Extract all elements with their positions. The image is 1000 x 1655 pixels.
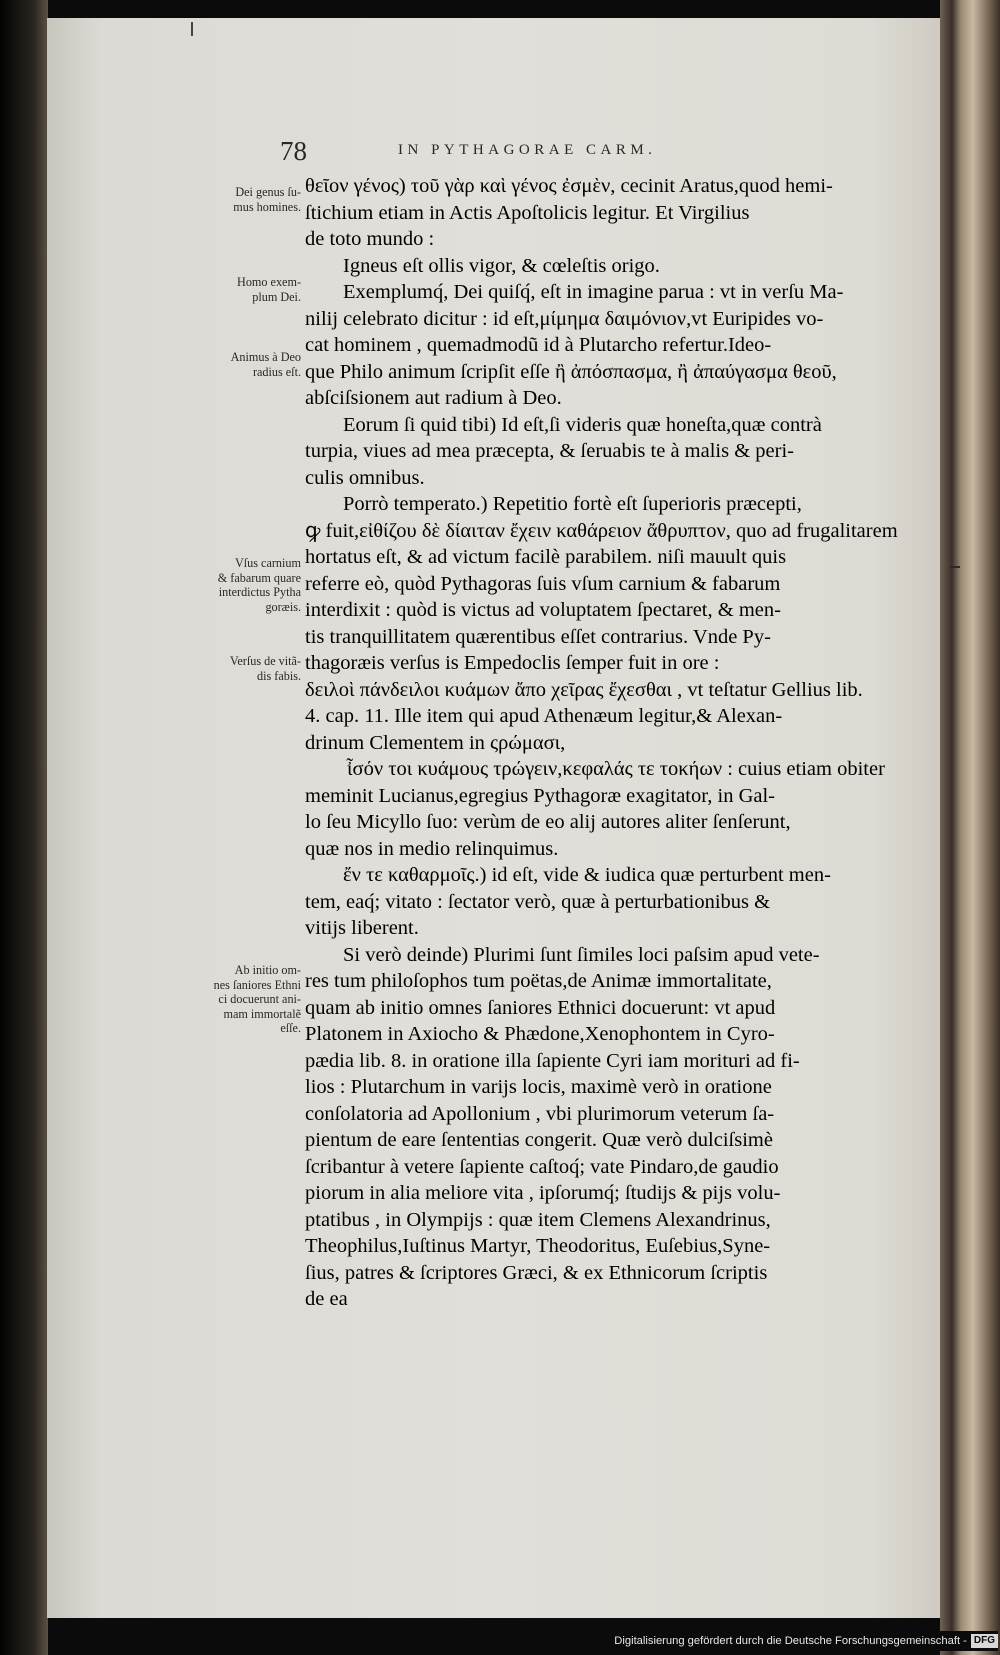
text-line: Theophilus,Iuſtinus Martyr, Theodoritus, Euſebius,Syne- [305, 1235, 771, 1257]
text-line: hortatus eſt, & ad victum facilè parabilem. niſi mauult quis [305, 546, 787, 568]
text-line: δειλοὶ πάνδειλοι κυάμων ἄπο χεῖρας ἔχεσθαι , vt teſtatur Gellius lib. [305, 678, 863, 701]
text-line: θεῖον γένος) τοῦ γὰρ καὶ γένος ἐσμὲν, cecinit Aratus,quod hemi- [305, 175, 833, 197]
text-line: de ea [305, 1288, 348, 1310]
margin-note-line: & fabarum quare [217, 570, 301, 585]
text-line: ſius, patres & ſcriptores Græci, & ex Ethnicorum ſcriptis [305, 1261, 768, 1284]
margin-note-line: Dei genus ſu- [235, 185, 301, 199]
text-line: interdixit : quòd is victus ad voluptatem ſpectaret, & men- [305, 599, 781, 621]
page-mark [191, 22, 193, 36]
margin-note [150, 275, 305, 304]
text-line: 4. cap. 11. Ille item qui apud Athenæum legitur,& Alexan- [305, 705, 783, 727]
page-number: 78 [280, 136, 307, 166]
margin-note-line: radius eſt. [252, 364, 301, 379]
margin-note [150, 350, 305, 379]
text-line: lo ſeu Micyllo ſuo: verùm de eo alij autores aliter ſenſerunt, [305, 811, 791, 833]
text-line: ptatibus , in Olympijs : quæ item Clemens Alexandrinus, [305, 1208, 771, 1231]
text-line: turpia, viues ad mea præcepta, & ſeruabis te à malis & peri- [305, 440, 794, 462]
digitization-footer [560, 1631, 998, 1651]
text-line: Eorum ſi quid tibi) Id eſt,ſi videris quæ honeſta,quæ contrà [343, 413, 822, 436]
running-head-title: IN PYTHAGORAE CARM. [398, 142, 657, 158]
text-line: de toto mundo : [305, 228, 435, 250]
text-line: ἔν τε καθαρμοῖς.) id eſt, vide & iudica quæ perturbent men- [343, 864, 831, 886]
margin-note [150, 963, 305, 1036]
margin-note [150, 185, 305, 214]
text-line: culis omnibus. [305, 466, 425, 489]
margin-note [150, 654, 305, 683]
main-text-block [305, 173, 898, 1313]
text-line: ἶσόν τοι κυάμους τρώγειν,κεφαλάς τε τοκήων : cuius etiam obiter [347, 758, 885, 780]
text-line: ſtichium etiam in Actis Apoſtolicis legitur. Et Virgilius [305, 201, 750, 224]
text-line: Platonem in Axiocho & Phædone,Xenophontem in Cyro- [305, 1023, 775, 1045]
margin-note-line: Ab initio om- [234, 963, 301, 977]
text-line: tem, eaq́; vitato : ſectator verò, quæ à perturbationibus & [305, 890, 771, 913]
margin-note-line: Homo exem- [237, 275, 301, 289]
text-line: conſolatoria ad Apollonium , vbi plurimorum veterum ſa- [305, 1102, 775, 1125]
margin-note-line: Vſus carnium [234, 556, 301, 570]
text-line: drinum Clementem in ςρώμασι, [305, 731, 566, 754]
margin-note-line: interdictus Pytha [218, 585, 301, 600]
text-line: nilij celebrato dicitur : id eſt,μίμημα δαιμόνιον,vt Euripides vo- [305, 307, 824, 330]
margin-note [150, 556, 305, 614]
text-line: res tum philoſophos tum poëtas,de Animæ immortalitate, [305, 970, 772, 992]
text-line: ſcribantur à vetere ſapiente caſtoq́; vate Pindaro,de gaudio [305, 1155, 779, 1178]
margin-note-line: goræis. [265, 599, 301, 614]
text-line: Porrò temperato.) Repetitio fortè eſt ſuperioris præcepti, [343, 493, 802, 515]
text-line: pientum de eare ſententias congerit. Quæ verò dulciſsimè [305, 1129, 773, 1151]
text-line: Igneus eſt ollis vigor, & cœleſtis origo. [343, 254, 660, 277]
margin-note-line: Verſus de vitã- [229, 654, 301, 668]
running-head [280, 136, 880, 172]
margin-note-line: nes ſaniores Ethni [213, 977, 301, 992]
text-line: que Philo animum ſcripſit eſſe ἢ ἀπόσπασμα, ἢ ἀπαύγασμα θεοῦ, [305, 360, 837, 383]
margin-note-line: ci docuerunt ani- [218, 992, 301, 1007]
text-line: lios : Plutarchum in varijs locis, maximè verò in oratione [305, 1076, 772, 1098]
text-line: quam ab initio omnes ſaniores Ethnici docuerunt: vt apud [305, 996, 776, 1019]
text-line: ꝙ fuit,εἰθίζου δὲ δίαιταν ἔχειν καθάρειον ἄθρυπτον, quo ad frugalitarem [305, 519, 898, 542]
margin-note-line: plum Dei. [252, 289, 301, 304]
text-line: pædia lib. 8. in oratione illa ſapiente Cyri iam morituri ad fi- [305, 1049, 800, 1072]
margin-note-line: eſſe. [280, 1021, 301, 1036]
dfg-logo: DFG [971, 1634, 998, 1648]
footer-text: Digitalisierung gefördert durch die Deutsche Forschungsgemeinschaft - [614, 1635, 967, 1647]
book-fore-edge [940, 0, 1000, 1655]
text-line: Si verò deinde) Plurimi ſunt ſimiles loci paſsim apud vete- [343, 943, 820, 966]
text-line: vitijs liberent. [305, 917, 419, 939]
text-line: piorum in alia meliore vita , ipſorumq́; ſtudijs & pijs volu- [305, 1182, 781, 1204]
margin-note-line: dis fabis. [256, 668, 301, 683]
page-dash-mark [950, 566, 960, 568]
text-line: quæ nos in medio relinquimus. [305, 837, 559, 860]
text-line: meminit Lucianus,egregius Pythagoræ exagitator, in Gal- [305, 784, 775, 807]
text-line: abſciſsionem aut radium à Deo. [305, 387, 562, 409]
book-gutter-edge [0, 0, 48, 1655]
text-line: thagoræis verſus is Empedoclis ſemper fuit in ore : [305, 652, 720, 674]
margin-note-line: mam immortalẽ [223, 1006, 301, 1021]
text-line: cat hominem , quemadmodũ id à Plutarcho refertur.Ideo- [305, 334, 772, 356]
margin-note-line: mus homines. [233, 199, 301, 214]
text-line: Exemplumq́, Dei quiſq́, eſt in imagine parua : vt in verſu Ma- [343, 281, 844, 303]
text-line: referre eò, quòd Pythagoras ſuis vſum carnium & fabarum [305, 572, 781, 595]
text-line: tis tranquillitatem quærentibus eſſet contrarius. Vnde Py- [305, 625, 771, 648]
margin-note-line: Animus à Deo [230, 350, 301, 364]
